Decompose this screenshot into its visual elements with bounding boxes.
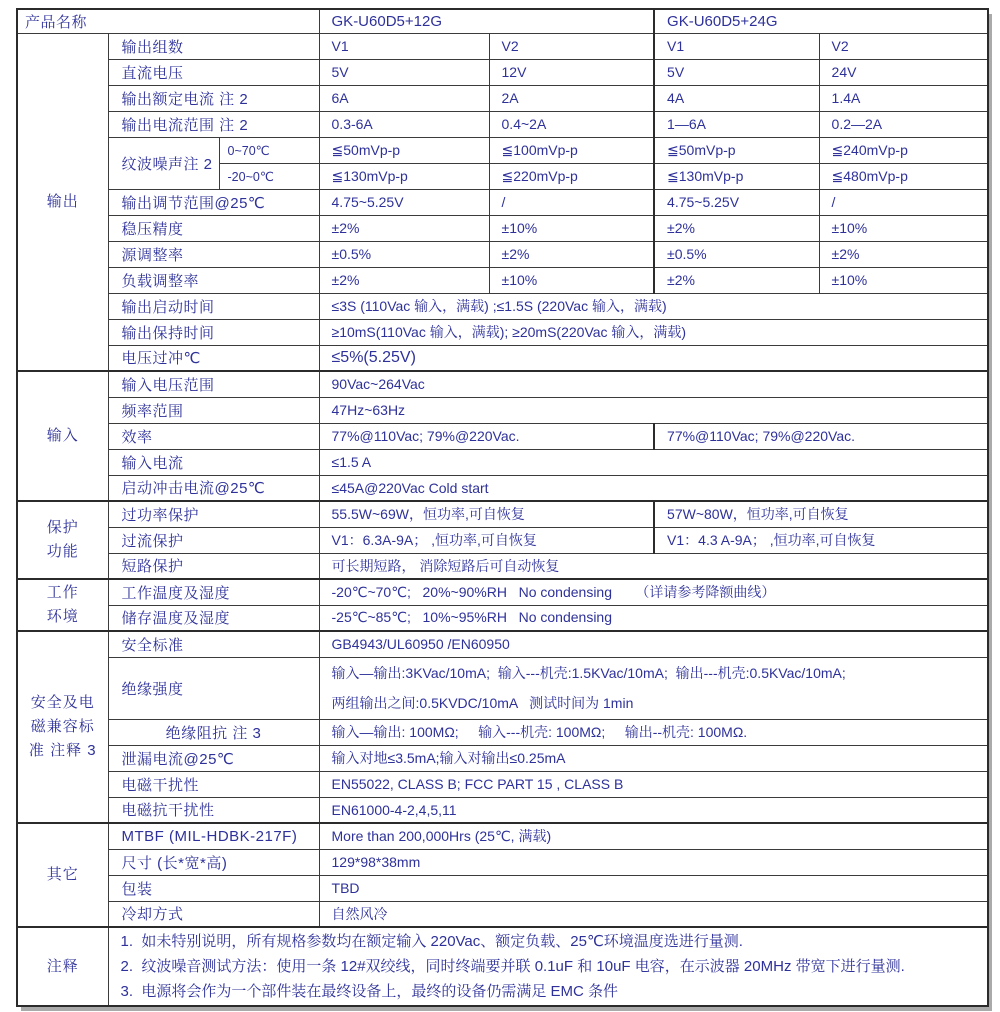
spec-label: 安全标准 bbox=[108, 631, 319, 657]
spec-value: More than 200,000Hrs (25℃, 满载) bbox=[319, 823, 988, 849]
spec-value: ≦240mVp-p bbox=[819, 137, 988, 163]
table-row bbox=[17, 579, 988, 605]
spec-value: ±2% bbox=[489, 241, 654, 267]
model-b-header: GK-U60D5+24G bbox=[654, 9, 988, 33]
table-row bbox=[17, 553, 988, 579]
table-row bbox=[17, 527, 988, 553]
spec-value: 55.5W~69W，恒功率,可自恢复 bbox=[319, 501, 654, 527]
spec-value: ≦480mVp-p bbox=[819, 163, 988, 189]
spec-label: 效率 bbox=[108, 423, 319, 449]
spec-value bbox=[319, 657, 988, 719]
table-row bbox=[17, 423, 988, 449]
text-line: 2. 纹波噪音测试方法：使用一条 12#双绞线，同时终端要并联 0.1uF 和 10uF 电容，在示波器 20MHz 带宽下进行量测. bbox=[120, 958, 905, 975]
spec-value: ≤3S (110Vac 输入，满载) ;≤1.5S (220Vac 输入，满载) bbox=[319, 293, 988, 319]
spec-label: 工作温度及湿度 bbox=[108, 579, 319, 605]
spec-value: 0.4~2A bbox=[489, 111, 654, 137]
spec-value: -25℃~85℃; 10%~95%RH No condensing bbox=[319, 605, 988, 631]
text-line: 输入—输出:3KVac/10mA; 输入---机壳:1.5KVac/10mA; 输出---机壳:0.5KVac/10mA; bbox=[331, 665, 846, 681]
spec-value: ≤1.5 A bbox=[319, 449, 988, 475]
spec-label: 频率范围 bbox=[108, 397, 319, 423]
spec-value: ≦100mVp-p bbox=[489, 137, 654, 163]
spec-value: ±2% bbox=[819, 241, 988, 267]
spec-value: 1—6A bbox=[654, 111, 819, 137]
spec-value: V2 bbox=[489, 33, 654, 59]
spec-value: 0.2—2A bbox=[819, 111, 988, 137]
spec-label: 输出调节范围@25℃ bbox=[108, 189, 319, 215]
text-line: 其它 bbox=[46, 866, 79, 883]
spec-value: ±2% bbox=[319, 215, 489, 241]
spec-value: ±2% bbox=[319, 267, 489, 293]
text-line: 环境 bbox=[46, 608, 79, 625]
spec-value: 输入对地≤3.5mA;输入对输出≤0.25mA bbox=[319, 745, 988, 771]
table-row bbox=[17, 605, 988, 631]
spec-label: 包装 bbox=[108, 875, 319, 901]
text-line: 磁兼容标 bbox=[30, 718, 95, 735]
spec-label: 源调整率 bbox=[108, 241, 319, 267]
temp-range-label: -20~0℃ bbox=[219, 163, 319, 189]
spec-value: 0.3-6A bbox=[319, 111, 489, 137]
spec-value: 77%@110Vac; 79%@220Vac. bbox=[319, 423, 654, 449]
spec-value: / bbox=[489, 189, 654, 215]
table-row bbox=[17, 267, 988, 293]
model-a-header: GK-U60D5+12G bbox=[319, 9, 654, 33]
spec-value: / bbox=[819, 189, 988, 215]
table-row bbox=[17, 189, 988, 215]
section-others bbox=[17, 823, 108, 927]
table-row bbox=[17, 631, 988, 657]
spec-value: V1 bbox=[654, 33, 819, 59]
spec-label: 过流保护 bbox=[108, 527, 319, 553]
spec-value: 90Vac~264Vac bbox=[319, 371, 988, 397]
spec-value: 77%@110Vac; 79%@220Vac. bbox=[654, 423, 988, 449]
spec-value: 输入—输出: 100MΩ; 输入---机壳: 100MΩ; 输出--机壳: 100MΩ. bbox=[319, 719, 988, 745]
spec-value: EN55022, CLASS B; FCC PART 15 , CLASS B bbox=[319, 771, 988, 797]
table-row bbox=[17, 745, 988, 771]
section-input bbox=[17, 371, 108, 501]
spec-label: 绝缘强度 bbox=[108, 657, 319, 719]
spec-value: 1.4A bbox=[819, 85, 988, 111]
spec-value: EN61000-4-2,4,5,11 bbox=[319, 797, 988, 823]
spec-value: -20℃~70℃; 20%~90%RH No condensing （详请参考降额曲线） bbox=[319, 579, 988, 605]
spec-label: 输出电流范围 注 2 bbox=[108, 111, 319, 137]
spec-label: 尺寸 (长*宽*高) bbox=[108, 849, 319, 875]
spec-value: V1 bbox=[319, 33, 489, 59]
spec-label: 输入电压范围 bbox=[108, 371, 319, 397]
spec-label: 电磁抗干扰性 bbox=[108, 797, 319, 823]
table-row bbox=[17, 901, 988, 927]
spec-value: 12V bbox=[489, 59, 654, 85]
table-row bbox=[17, 875, 988, 901]
table-row bbox=[17, 719, 988, 745]
spec-value: 5V bbox=[319, 59, 489, 85]
spec-label: 电磁干扰性 bbox=[108, 771, 319, 797]
text-line: 注释 bbox=[46, 957, 79, 975]
spec-label: 输出保持时间 bbox=[108, 319, 319, 345]
text-line: 工作 bbox=[46, 584, 79, 601]
spec-value: 4A bbox=[654, 85, 819, 111]
spec-value: ≦50mVp-p bbox=[654, 137, 819, 163]
text-line: 两组输出之间:0.5KVDC/10mA 测试时间为 1min bbox=[331, 695, 634, 711]
table-row bbox=[17, 137, 988, 163]
spec-value: ±2% bbox=[654, 215, 819, 241]
notes-cell bbox=[108, 927, 988, 1006]
text-line: 安全及电 bbox=[30, 694, 95, 711]
table-row bbox=[17, 771, 988, 797]
table-row bbox=[17, 371, 988, 397]
spec-value: ≦220mVp-p bbox=[489, 163, 654, 189]
section-notes bbox=[17, 927, 108, 1006]
table-row bbox=[17, 319, 988, 345]
spec-value: ≥10mS(110Vac 输入，满载); ≥20mS(220Vac 输入，满载) bbox=[319, 319, 988, 345]
spec-value: 2A bbox=[489, 85, 654, 111]
table-row bbox=[17, 241, 988, 267]
spec-label: 绝缘阻抗 注 3 bbox=[108, 719, 319, 745]
table-row bbox=[17, 85, 988, 111]
table-row bbox=[17, 657, 988, 719]
spec-label: 泄漏电流@25℃ bbox=[108, 745, 319, 771]
spec-label: 冷却方式 bbox=[108, 901, 319, 927]
table-row bbox=[17, 215, 988, 241]
spec-value: 47Hz~63Hz bbox=[319, 397, 988, 423]
spec-label: 直流电压 bbox=[108, 59, 319, 85]
text-line: 保护 bbox=[46, 519, 79, 536]
text-line: 准 注释 3 bbox=[28, 742, 97, 759]
spec-value: ±10% bbox=[819, 215, 988, 241]
section-environment bbox=[17, 579, 108, 631]
spec-label: 输入电流 bbox=[108, 449, 319, 475]
table-row bbox=[17, 397, 988, 423]
table-row bbox=[17, 9, 988, 33]
spec-value: 24V bbox=[819, 59, 988, 85]
spec-value: 129*98*38mm bbox=[319, 849, 988, 875]
spec-label: 输出额定电流 注 2 bbox=[108, 85, 319, 111]
spec-value: 6A bbox=[319, 85, 489, 111]
section-output bbox=[17, 33, 108, 371]
spec-value: ±10% bbox=[489, 215, 654, 241]
text-line: 输出 bbox=[46, 192, 79, 210]
table-row bbox=[17, 449, 988, 475]
spec-value: 自然风冷 bbox=[319, 901, 988, 927]
text-line: 输入 bbox=[46, 427, 79, 444]
spec-value: ±10% bbox=[489, 267, 654, 293]
spec-value: ≤5%(5.25V) bbox=[319, 345, 988, 371]
text-line: 3. 电源将会作为一个部件装在最终设备上，最终的设备仍需满足 EMC 条件 bbox=[120, 983, 619, 1000]
spec-value: ±0.5% bbox=[319, 241, 489, 267]
table-row bbox=[17, 927, 988, 1006]
text-line: 功能 bbox=[46, 543, 79, 560]
spec-label: 储存温度及湿度 bbox=[108, 605, 319, 631]
product-name-label: 产品名称 bbox=[17, 9, 319, 33]
table-row bbox=[17, 59, 988, 85]
spec-label: 短路保护 bbox=[108, 553, 319, 579]
spec-value: ≦50mVp-p bbox=[319, 137, 489, 163]
spec-value: V1：4.3 A-9A； ,恒功率,可自恢复 bbox=[654, 527, 988, 553]
spec-label: 电压过冲℃ bbox=[108, 345, 319, 371]
spec-value: 4.75~5.25V bbox=[654, 189, 819, 215]
table-row bbox=[17, 293, 988, 319]
spec-value: 4.75~5.25V bbox=[319, 189, 489, 215]
table-row bbox=[17, 475, 988, 501]
spec-label: MTBF (MIL-HDBK-217F) bbox=[108, 823, 319, 849]
spec-value: V1：6.3A-9A； ,恒功率,可自恢复 bbox=[319, 527, 654, 553]
spec-value: 可长期短路， 消除短路后可自动恢复 bbox=[319, 553, 988, 579]
table-row bbox=[17, 501, 988, 527]
spec-label: 负载调整率 bbox=[108, 267, 319, 293]
spec-value: TBD bbox=[319, 875, 988, 901]
table-row bbox=[17, 111, 988, 137]
spec-value: ±10% bbox=[819, 267, 988, 293]
spec-label: 输出启动时间 bbox=[108, 293, 319, 319]
spec-value: 5V bbox=[654, 59, 819, 85]
text-line: 1. 如未特别说明，所有规格参数均在额定输入 220Vac、额定负载、25℃环境温度选进行量测. bbox=[120, 933, 743, 950]
table-row bbox=[17, 823, 988, 849]
spec-value: ±0.5% bbox=[654, 241, 819, 267]
spec-label: 纹波噪声注 2 bbox=[108, 137, 219, 189]
spec-value: GB4943/UL60950 /EN60950 bbox=[319, 631, 988, 657]
spec-label: 输出组数 bbox=[108, 33, 319, 59]
section-safety-emc bbox=[17, 631, 108, 823]
spec-table bbox=[16, 8, 989, 1007]
table-row bbox=[17, 33, 988, 59]
spec-value: 57W~80W，恒功率,可自恢复 bbox=[654, 501, 988, 527]
table-row bbox=[17, 797, 988, 823]
table-row bbox=[17, 345, 988, 371]
spec-value: ≦130mVp-p bbox=[654, 163, 819, 189]
section-protection bbox=[17, 501, 108, 579]
table-row bbox=[17, 849, 988, 875]
spec-value: ≦130mVp-p bbox=[319, 163, 489, 189]
spec-label: 启动冲击电流@25℃ bbox=[108, 475, 319, 501]
temp-range-label: 0~70℃ bbox=[219, 137, 319, 163]
spec-label: 过功率保护 bbox=[108, 501, 319, 527]
spec-value: V2 bbox=[819, 33, 988, 59]
spec-value: ≤45A@220Vac Cold start bbox=[319, 475, 988, 501]
spec-value: ±2% bbox=[654, 267, 819, 293]
spec-label: 稳压精度 bbox=[108, 215, 319, 241]
